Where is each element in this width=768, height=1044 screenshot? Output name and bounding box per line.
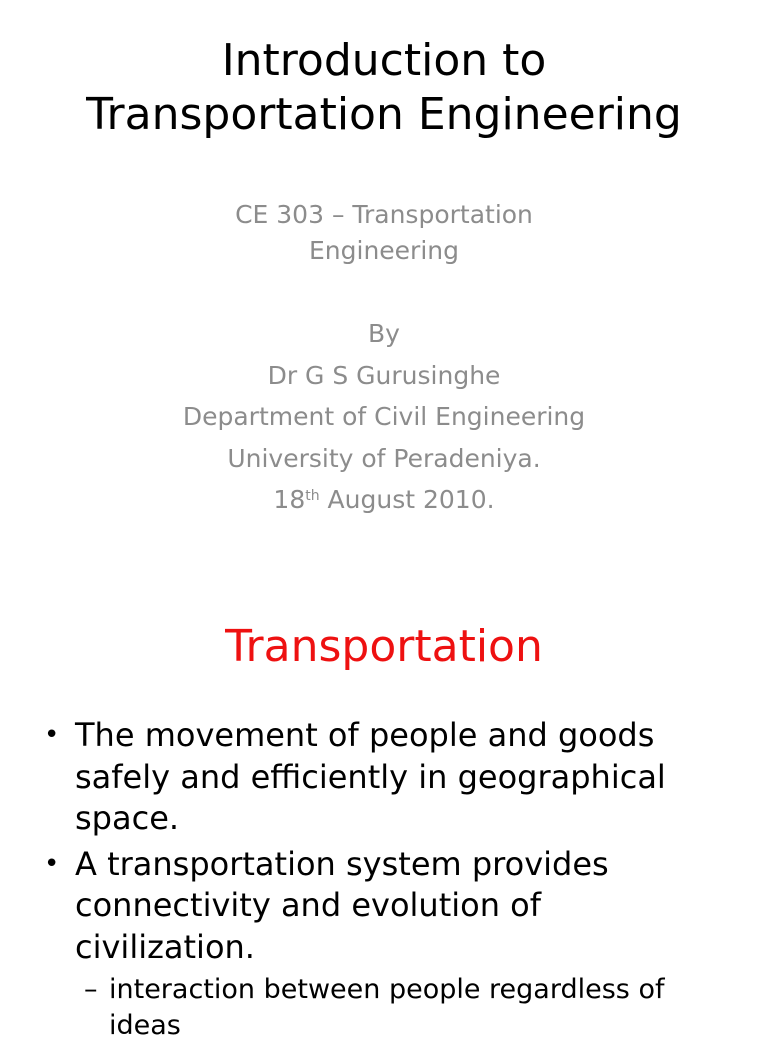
department-name: Department of Civil Engineering (182, 402, 586, 431)
course-line-2: Engineering (309, 236, 459, 265)
date-day: 18 (273, 485, 306, 514)
sub-bullet-text: interaction between people regardless of ideas (109, 974, 665, 1041)
by-label: By (368, 319, 400, 348)
bullet-icon: • (44, 720, 60, 750)
title-line-2: Transportation Engineering (86, 89, 682, 140)
slide-title (0, 34, 768, 142)
bullet-list (0, 715, 768, 1044)
slide-subtitle (0, 197, 768, 521)
title-line-1: Introduction to (221, 35, 547, 86)
bullet-item (0, 715, 768, 840)
presentation-date (0, 479, 768, 521)
content-slide (0, 576, 768, 1041)
date-suffix: th (305, 488, 320, 504)
sub-bullet-item (0, 972, 768, 1044)
date-rest: August 2010. (319, 485, 495, 514)
bullet-text: The movement of people and goods safely and efficiently in geographical space. (75, 716, 666, 837)
bullet-icon: • (44, 848, 60, 879)
spacer (0, 269, 768, 313)
dash-icon: – (84, 974, 98, 1005)
bullet-text: A transportation system provides connectivity and evolution of civilization. (75, 844, 609, 966)
course-line-1: CE 303 – Transportation (235, 200, 533, 229)
university-name: University of Peradeniya. (227, 443, 541, 473)
author-name: Dr G S Gurusinghe (267, 360, 501, 390)
bullet-item (0, 844, 768, 969)
slide-title: Transportation (225, 621, 543, 672)
